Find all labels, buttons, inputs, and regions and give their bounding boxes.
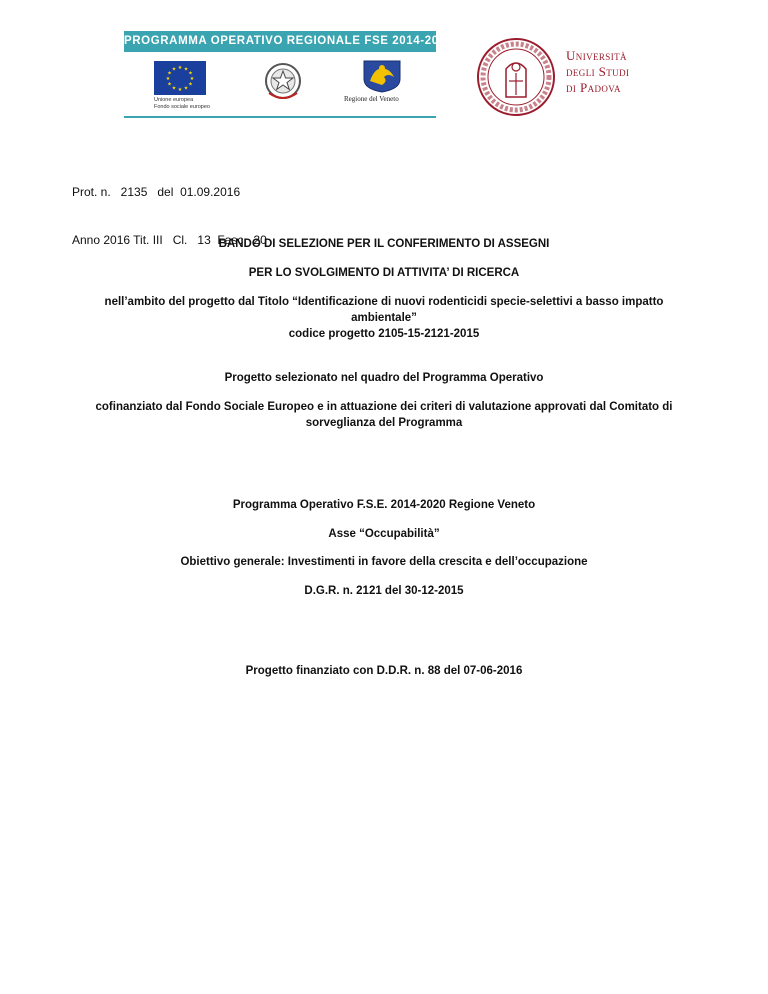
project-title-line1: nell’ambito del progetto dal Titolo “Identificazione di nuovi rodenticidi specie-selettivi a basso impatto [104,296,664,308]
svg-text:★: ★ [183,66,189,73]
svg-text:★: ★ [189,76,195,82]
veneto-label: Regione del Veneto [344,95,399,103]
eu-caption [154,97,208,110]
svg-text:★: ★ [188,81,193,88]
svg-text:★: ★ [165,76,171,82]
fse-banner-title: PROGRAMMA OPERATIVO REGIONALE FSE 2014-2020 [124,31,436,52]
svg-text:★: ★ [188,70,193,77]
selected-statement: Progetto selezionato nel quadro del Programma Operativo [224,372,544,384]
protocol-classification: Anno 2016 Tit. III Cl. 13 Fasc. 20 [72,233,267,247]
project-title-block [70,294,698,342]
title-line1: BANDO DI SELEZIONE PER IL CONFERIMENTO DI ASSEGNI [218,238,550,250]
title-line2: PER LO SVOLGIMENTO DI ATTIVITA’ DI RICERCA [248,267,520,279]
dgr-line: D.G.R. n. 2121 del 30-12-2015 [304,585,464,597]
unipd-line2: degli Studi [566,64,630,79]
cofinanced-line1: cofinanziato dal Fondo Sociale Europeo e in attuazione dei criteri di valutazione approvati dal Comitato di [95,401,673,413]
unipd-seal-icon [476,37,556,117]
eu-caption-line1: Unione europea [154,97,194,103]
fse-banner [124,31,453,118]
unipd-line1: Università [566,48,627,63]
eu-logo [154,61,208,110]
cofinanced-line2: sorveglianza del Programma [305,417,463,429]
regione-veneto-logo [344,59,424,103]
axis-line: Asse “Occupabilità” [328,528,440,540]
unipd-wordmark [566,48,629,96]
svg-text:★: ★ [177,87,183,93]
svg-text:★: ★ [171,85,177,92]
objective-line: Obiettivo generale: Investimenti in favore della crescita e dell’occupazione [180,556,588,568]
cofinanced-block [70,399,698,431]
project-title-line2: ambientale” [351,312,417,324]
svg-text:★: ★ [171,66,177,73]
unipd-line3: di Padova [566,80,621,95]
svg-text:★: ★ [167,70,172,77]
svg-text:★: ★ [167,81,172,88]
project-code: codice progetto 2105-15-2121-2015 [288,328,480,340]
veneto-lion-icon [362,59,402,93]
protocol-number: Prot. n. 2135 del 01.09.2016 [72,185,241,199]
svg-text:★: ★ [183,85,189,92]
eu-flag-icon [154,61,206,95]
svg-text:★: ★ [177,65,183,71]
eu-caption-line2: Fondo sociale europeo [154,103,210,110]
financed-line: Progetto finanziato con D.D.R. n. 88 del 07-06-2016 [245,665,523,677]
italian-republic-emblem-icon [263,59,303,105]
programme-line: Programma Operativo F.S.E. 2014-2020 Regione Veneto [232,499,536,511]
